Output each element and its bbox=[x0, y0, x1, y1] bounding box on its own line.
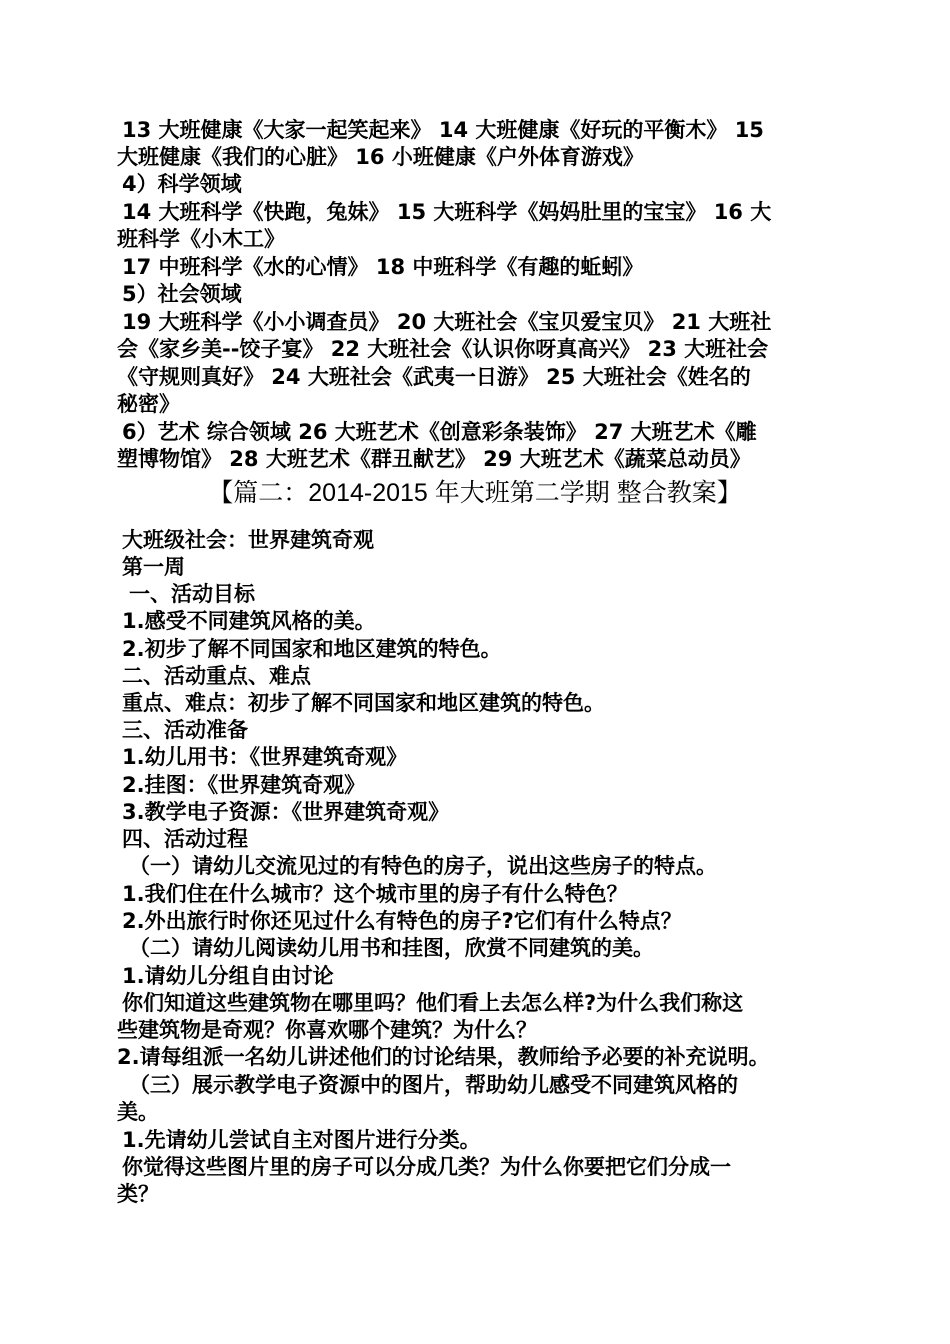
step3-heading-1: （三）展示教学电子资源中的图片，帮助幼儿感受不同建筑风格的 bbox=[129, 1073, 738, 1097]
science-line-2: 班科学《小木工》 bbox=[117, 227, 285, 251]
prep-item-2: 2.挂图：《世界建筑奇观》 bbox=[122, 773, 366, 797]
lesson-week: 第一周 bbox=[122, 555, 185, 579]
section-two-heading: 【篇二：2014-2015 年大班第二学期 整合教案】 bbox=[208, 479, 742, 507]
step1-item-1: 1.我们住在什么城市？这个城市里的房子有什么特色？ bbox=[122, 882, 628, 906]
step1-item-2: 2.外出旅行时你还见过什么有特色的房子?它们有什么特点？ bbox=[122, 909, 682, 933]
step2-sub-1: 1.请幼儿分组自由讨论 bbox=[122, 964, 334, 988]
goal-item-2: 2.初步了解不同国家和地区建筑的特色。 bbox=[122, 637, 502, 661]
lesson-title: 大班级社会：世界建筑奇观 bbox=[122, 528, 374, 552]
prep-heading: 三、活动准备 bbox=[122, 718, 248, 742]
science-line-1: 14 大班科学《快跑，兔妹》 15 大班科学《妈妈肚里的宝宝》 16 大 bbox=[122, 200, 772, 224]
step2-sub-2: 2.请每组派一名幼儿讲述他们的讨论结果，教师给予必要的补充说明。 bbox=[117, 1045, 770, 1069]
social-line-4: 秘密》 bbox=[117, 392, 180, 416]
step2-heading: （二）请幼儿阅读幼儿用书和挂图，欣赏不同建筑的美。 bbox=[129, 936, 654, 960]
process-heading: 四、活动过程 bbox=[122, 827, 248, 851]
key-heading: 二、活动重点、难点 bbox=[122, 664, 311, 688]
step2-text-1: 你们知道这些建筑物在哪里吗？他们看上去怎么样?为什么我们称这 bbox=[122, 991, 744, 1015]
social-line-1: 19 大班科学《小小调查员》 20 大班社会《宝贝爱宝贝》 21 大班社 bbox=[122, 310, 772, 334]
step3-text-1: 你觉得这些图片里的房子可以分成几类？为什么你要把它们分成一 bbox=[122, 1155, 731, 1179]
step1-heading: （一）请幼儿交流见过的有特色的房子，说出这些房子的特点。 bbox=[129, 854, 717, 878]
social-heading: 5）社会领域 bbox=[122, 282, 242, 306]
science-line-3: 17 中班科学《水的心情》 18 中班科学《有趣的蚯蚓》 bbox=[122, 255, 644, 279]
prep-item-3: 3.教学电子资源：《世界建筑奇观》 bbox=[122, 800, 450, 824]
social-line-3: 《守规则真好》 24 大班社会《武夷一日游》 25 大班社会《姓名的 bbox=[117, 365, 751, 389]
step2-text-2: 些建筑物是奇观？你喜欢哪个建筑？为什么？ bbox=[117, 1018, 537, 1042]
step3-text-2: 类？ bbox=[117, 1182, 159, 1206]
step3-heading-2: 美。 bbox=[117, 1100, 159, 1124]
key-text: 重点、难点：初步了解不同国家和地区建筑的特色。 bbox=[122, 691, 605, 715]
health-line-2: 大班健康《我们的心脏》 16 小班健康《户外体育游戏》 bbox=[117, 145, 644, 169]
social-line-2: 会《家乡美--饺子宴》 22 大班社会《认识你呀真高兴》 23 大班社会 bbox=[117, 337, 769, 361]
art-line-1: 6）艺术 综合领域 26 大班艺术《创意彩条装饰》 27 大班艺术《雕 bbox=[122, 420, 757, 444]
health-line-1: 13 大班健康《大家一起笑起来》 14 大班健康《好玩的平衡木》 15 bbox=[122, 118, 764, 142]
step3-sub-1: 1.先请幼儿尝试自主对图片进行分类。 bbox=[122, 1128, 481, 1152]
goal-item-1: 1.感受不同建筑风格的美。 bbox=[122, 609, 376, 633]
prep-item-1: 1.幼儿用书：《世界建筑奇观》 bbox=[122, 745, 408, 769]
goals-heading: 一、活动目标 bbox=[129, 582, 255, 606]
art-line-2: 塑博物馆》 28 大班艺术《群丑献艺》 29 大班艺术《蔬菜总动员》 bbox=[117, 447, 751, 471]
science-heading: 4）科学领域 bbox=[122, 172, 242, 196]
